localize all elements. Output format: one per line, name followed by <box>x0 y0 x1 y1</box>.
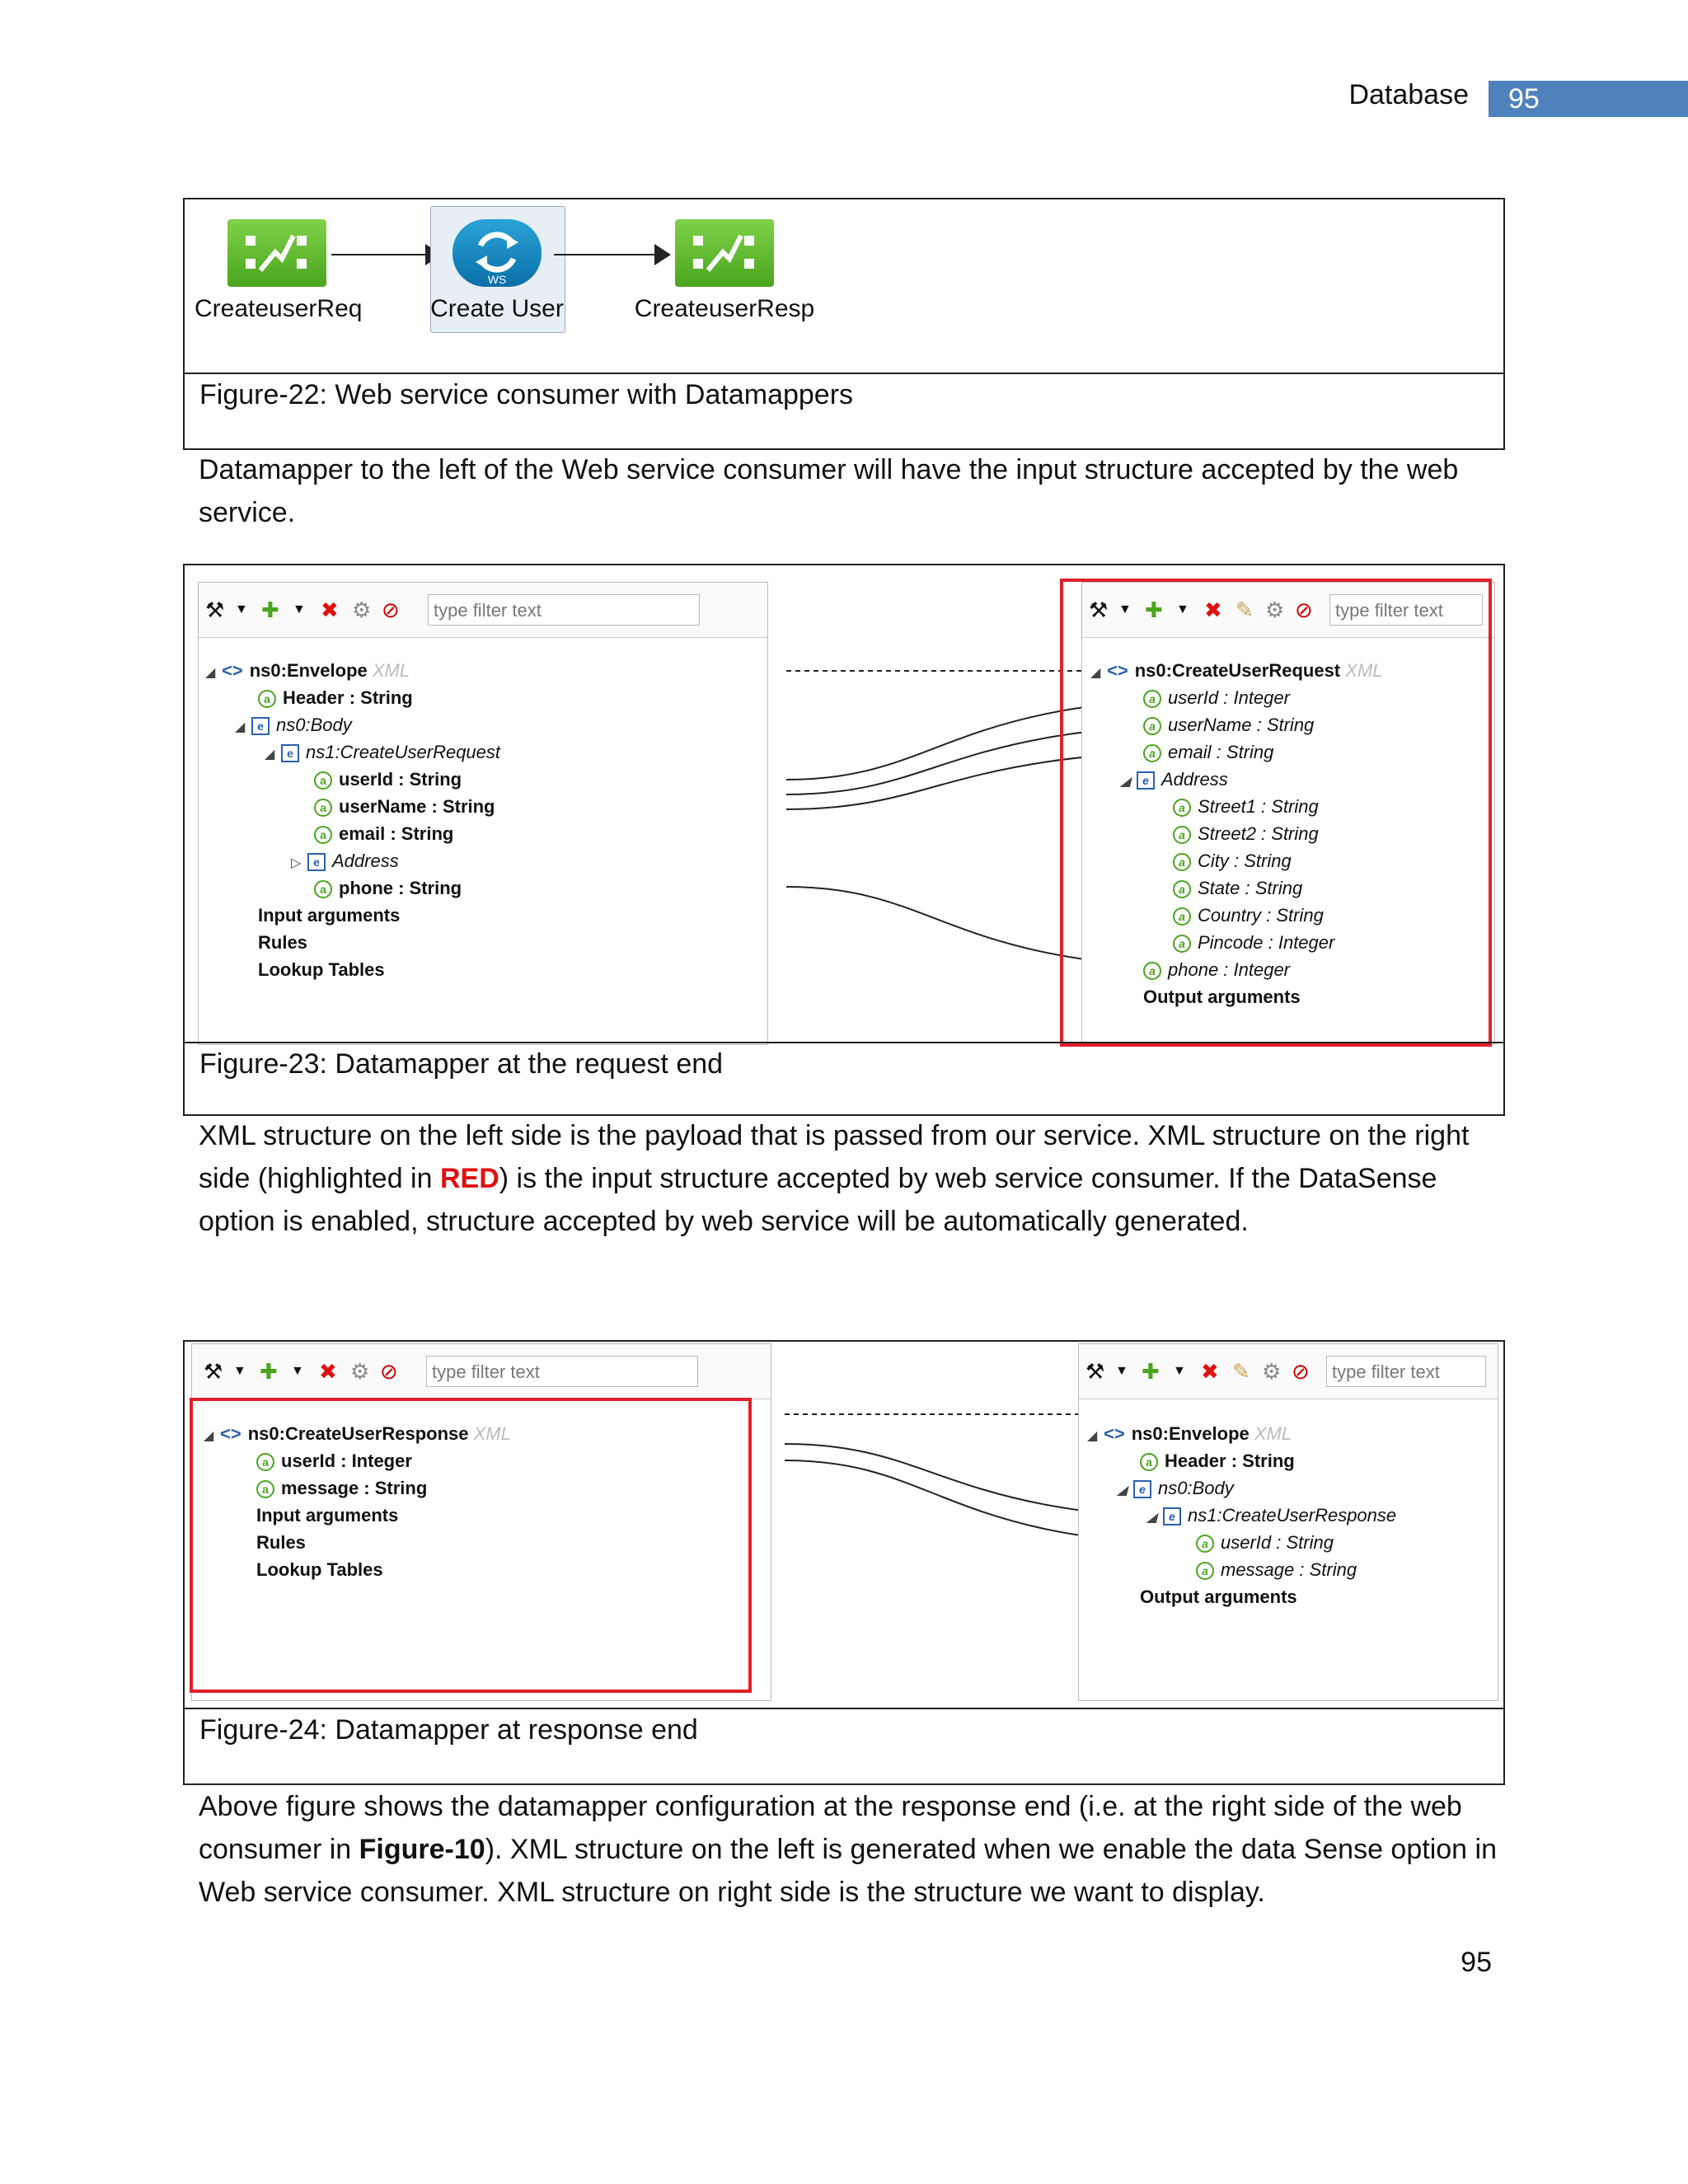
toolbar <box>192 1344 771 1399</box>
tree-attribute[interactable]: a Pincode : Integer <box>1173 930 1334 955</box>
filter-input[interactable]: type filter text <box>426 1356 698 1387</box>
highlight-box <box>1060 579 1492 1047</box>
node-label: CreateuserResp <box>634 295 815 322</box>
figure-22 <box>183 198 1505 450</box>
paragraph-1: Datamapper to the left of the Web service consumer will have the input structure accepted by the web service. <box>199 454 1459 528</box>
tree-attribute[interactable]: a Header : String <box>1140 1449 1295 1474</box>
create-user-node[interactable] <box>429 219 565 323</box>
web-service-icon <box>452 219 542 287</box>
tree-attribute[interactable]: a userName : String <box>1143 713 1314 738</box>
running-header-title: Database <box>1348 79 1469 110</box>
wand-icon[interactable]: ⚒ <box>205 598 225 622</box>
tree-node[interactable]: ◢ <> ns0:Envelope XML <box>205 660 410 681</box>
tree-element[interactable]: ◢ e ns1:CreateUserResponse <box>1146 1505 1397 1526</box>
chevron-down-icon[interactable]: ▼ <box>291 1364 304 1378</box>
tree-attribute[interactable]: a Street1 : String <box>1173 794 1319 819</box>
toolbar <box>199 583 767 638</box>
node-label: CreateuserReq <box>195 295 363 322</box>
tree-attribute[interactable]: a Country : String <box>1173 903 1324 928</box>
running-header-page-number: 95 <box>1489 81 1688 117</box>
createuserreq-node[interactable] <box>195 219 363 323</box>
paragraph-3: Above figure shows the datamapper configuration at the response end (i.e. at the right side of the web consumer in Figure-10). XML structure on the left is generated when we enable the data Sense option in Web service consumer. XML structure on right side is the structure we want to display. <box>199 1791 1497 1908</box>
node-label: Create User <box>430 295 564 322</box>
tree-node[interactable]: ◢ <> ns0:Envelope XML <box>1087 1423 1292 1444</box>
figure-23 <box>183 564 1505 1116</box>
hide-icon[interactable]: ⊘ <box>1292 1359 1310 1384</box>
wand-icon[interactable]: ⚒ <box>1089 598 1109 622</box>
target-panel <box>1078 1343 1498 1701</box>
wand-icon[interactable]: ⚒ <box>1085 1359 1105 1384</box>
tree-attribute[interactable]: a email : String <box>314 822 453 846</box>
filter-input[interactable]: type filter text <box>1326 1356 1486 1387</box>
figure-24 <box>183 1340 1505 1785</box>
flow-arrow-1 <box>331 254 429 255</box>
filter-input[interactable]: type filter text <box>428 594 700 626</box>
hide-icon[interactable]: ⊘ <box>382 598 400 622</box>
createuserresp-node[interactable] <box>630 219 819 323</box>
lookup-tables[interactable]: Lookup Tables <box>256 1559 383 1580</box>
eraser-icon[interactable]: ✎ <box>1232 1359 1250 1384</box>
delete-icon[interactable]: ✖ <box>1201 1359 1219 1384</box>
source-panel <box>198 582 768 1045</box>
tree-element[interactable]: ◢ e ns0:Body <box>235 715 352 735</box>
lookup-tables[interactable]: Lookup Tables <box>258 959 385 980</box>
delete-icon[interactable]: ✖ <box>1204 598 1222 622</box>
rules[interactable]: Rules <box>256 1532 306 1553</box>
ws-badge: WS <box>487 273 507 286</box>
datamapper-icon <box>227 219 326 287</box>
filter-input[interactable]: type filter text <box>1329 594 1483 626</box>
tree-attribute[interactable]: a message : String <box>1196 1558 1357 1582</box>
chevron-down-icon[interactable]: ▼ <box>1173 1364 1186 1378</box>
tree-attribute[interactable]: a Street2 : String <box>1173 822 1319 846</box>
chevron-down-icon[interactable]: ▼ <box>1176 602 1189 616</box>
output-arguments[interactable]: Output arguments <box>1140 1586 1297 1607</box>
input-arguments[interactable]: Input arguments <box>256 1505 399 1526</box>
output-arguments[interactable]: Output arguments <box>1143 987 1301 1007</box>
datamapper-icon <box>675 219 774 287</box>
wand-icon[interactable]: ⚒ <box>204 1359 223 1384</box>
input-arguments[interactable]: Input arguments <box>258 905 401 926</box>
figure-caption: Figure-22: Web service consumer with Datamappers <box>185 373 1503 448</box>
tree-attribute[interactable]: a State : String <box>1173 876 1302 901</box>
rules[interactable]: Rules <box>258 932 307 953</box>
add-icon[interactable]: ✚ <box>261 598 279 622</box>
chevron-down-icon[interactable]: ▼ <box>293 602 306 616</box>
tree-element[interactable]: ◢ e ns0:Body <box>1117 1478 1234 1498</box>
add-icon[interactable]: ✚ <box>1145 598 1163 622</box>
paragraph-2: XML structure on the left side is the payload that is passed from our service. XML structure on the right side (highlighted in RED) is the input structure accepted by web service consumer. If the DataSense option is enabled, structure accepted by web service will be automatically generated. <box>199 1120 1470 1237</box>
tree-element[interactable]: ◢ e ns1:CreateUserRequest <box>265 742 501 762</box>
hide-icon[interactable]: ⊘ <box>380 1359 398 1384</box>
gear-icon[interactable]: ⚙ <box>1262 1359 1282 1384</box>
tree-attribute[interactable]: a userId : String <box>1196 1530 1334 1555</box>
toolbar <box>1079 1344 1498 1399</box>
tree-attribute[interactable]: a Header : String <box>258 686 413 710</box>
delete-icon[interactable]: ✖ <box>319 1359 337 1384</box>
add-icon[interactable]: ✚ <box>1142 1359 1160 1384</box>
tree-attribute[interactable]: a userId : Integer <box>256 1449 412 1474</box>
chevron-down-icon[interactable]: ▼ <box>233 1364 246 1378</box>
tree-attribute[interactable]: a phone : String <box>314 876 462 901</box>
delete-icon[interactable]: ✖ <box>321 598 339 622</box>
tree-attribute[interactable]: a userName : String <box>314 794 495 819</box>
chevron-down-icon[interactable]: ▼ <box>235 602 248 616</box>
tree-attribute[interactable]: a userId : String <box>314 767 462 792</box>
gear-icon[interactable]: ⚙ <box>1265 598 1285 622</box>
add-icon[interactable]: ✚ <box>260 1359 278 1384</box>
tree-attribute[interactable]: a phone : Integer <box>1143 958 1290 982</box>
tree-node[interactable]: ◢ <> ns0:CreateUserRequest XML <box>1090 660 1383 681</box>
gear-icon[interactable]: ⚙ <box>350 1359 370 1384</box>
gear-icon[interactable]: ⚙ <box>352 598 372 622</box>
tree-element[interactable]: ◢ e Address <box>1120 769 1228 790</box>
tree-attribute[interactable]: a message : String <box>256 1476 427 1501</box>
chevron-down-icon[interactable]: ▼ <box>1118 602 1132 616</box>
tree-attribute[interactable]: a City : String <box>1173 849 1292 874</box>
tree-node[interactable]: ◢ <> ns0:CreateUserResponse XML <box>204 1423 511 1444</box>
tree-attribute[interactable]: a userId : Integer <box>1143 686 1290 710</box>
eraser-icon[interactable]: ✎ <box>1236 598 1254 622</box>
figure-caption: Figure-23: Datamapper at the request end <box>185 1042 1503 1114</box>
tree-attribute[interactable]: a email : String <box>1143 740 1273 765</box>
figure-caption: Figure-24: Datamapper at response end <box>185 1708 1503 1783</box>
chevron-down-icon[interactable]: ▼ <box>1115 1364 1128 1378</box>
tree-element[interactable]: ▷ e Address <box>291 851 399 871</box>
hide-icon[interactable]: ⊘ <box>1295 598 1313 622</box>
highlight-box <box>190 1398 752 1693</box>
page-number: 95 <box>1461 1947 1492 1978</box>
